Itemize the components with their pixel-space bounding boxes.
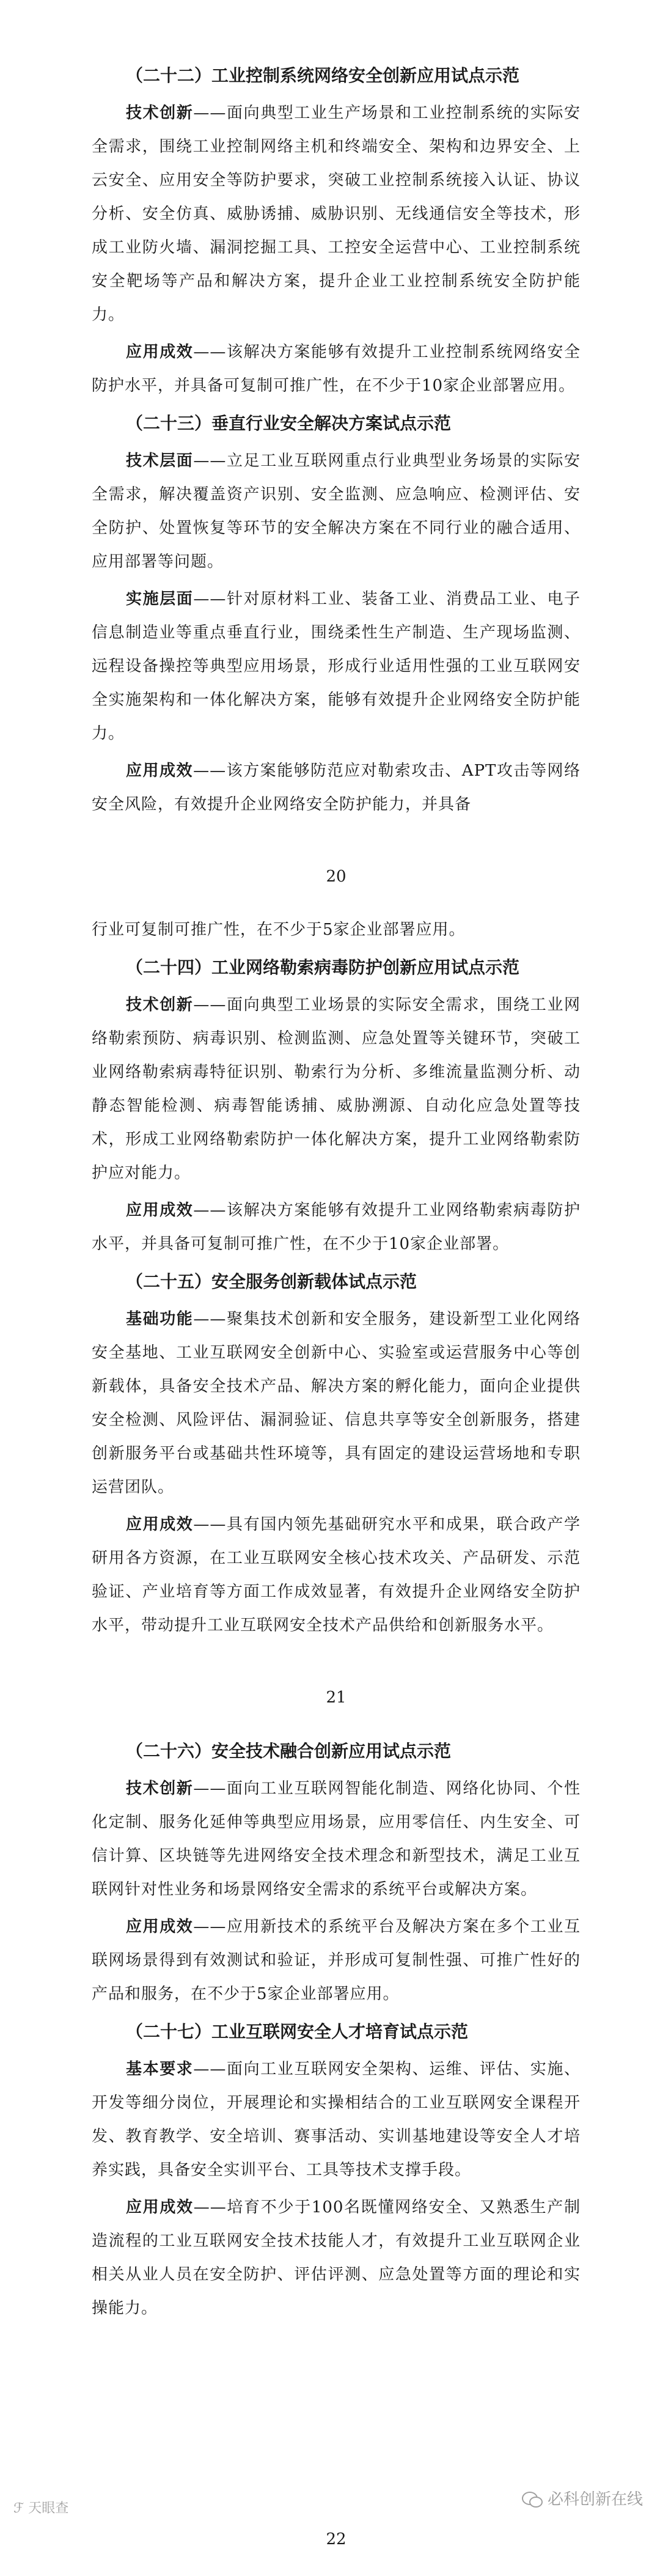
paragraph-text: ——该解决方案能够有效提升工业控制系统网络安全防护水平，并具备可复制可推广性，在不少于10家企业部署应用。 (92, 343, 581, 395)
paragraph-lead: 应用成效 (126, 343, 194, 361)
paragraph (92, 2191, 581, 2325)
paragraph-lead: 实施层面 (126, 590, 194, 608)
paragraph (92, 754, 581, 822)
paragraph-text: ——面向工业互联网安全架构、运维、评估、实施、开发等细分岗位，开展理论和实操相结合的工业互联网安全课程开发、教育教学、安全培训、赛事活动、实训基地建设等安全人才培养实践，具备安全实训平台、工具等技术支撑手段。 (92, 2060, 581, 2179)
paragraph (92, 444, 581, 579)
paragraph (92, 97, 581, 332)
document-content (92, 55, 581, 2576)
paragraph-text: ——面向典型工业生产场景和工业控制系统的实际安全需求，围绕工业控制网络主机和终端安全、架构和边界安全、上云安全、应用安全等防护要求，突破工业控制系统接入认证、协议分析、安全仿真、威胁诱捕、威胁识别、无线通信安全等技术，形成工业防火墙、漏洞挖掘工具、工控安全运营中心、工业控制系统安全靶场等产品和解决方案，提升企业工业控制系统安全防护能力。 (92, 104, 581, 324)
section-heading-26: （二十六）安全技术融合创新应用试点示范 (126, 1741, 452, 1761)
paragraph-text: ——面向工业互联网智能化制造、网络化协同、个性化定制、服务化延伸等典型应用场景，应用零信任、内生安全、可信计算、区块链等先进网络安全技术理念和新型技术，满足工业互联网针对性业务和场景网络安全需求的系统平台或解决方案。 (92, 1779, 581, 1899)
paragraph-lead: 技术创新 (126, 1779, 194, 1798)
page-number: 21 (326, 1688, 346, 1707)
paragraph (92, 583, 581, 751)
paragraph-lead: 应用成效 (126, 2198, 194, 2217)
section-heading-23: （二十三）垂直行业安全解决方案试点示范 (126, 413, 452, 433)
paragraph-lead: 应用成效 (126, 762, 194, 780)
section-heading-22: （二十二）工业控制系统网络安全创新应用试点示范 (126, 65, 520, 86)
paragraph (92, 988, 581, 1190)
page-number: 22 (326, 2530, 346, 2548)
paragraph (92, 2053, 581, 2187)
paragraph-lead: 应用成效 (126, 1918, 194, 1936)
paragraph-text: ——该方案能够防范应对勒索攻击、APT攻击等网络安全风险，有效提升企业网络安全防护能力，并具备 (92, 762, 581, 814)
paragraph (92, 1772, 581, 1907)
paragraph (92, 1910, 581, 2011)
paragraph-text: ——培育不少于100名既懂网络安全、又熟悉生产制造流程的工业互联网安全技术技能人才，有效提升工业互联网企业相关从业人员在安全防护、评估评测、应急处置等方面的理论和实操能力。 (92, 2198, 581, 2317)
paragraph-lead: 应用成效 (126, 1201, 194, 1220)
section-heading-25: （二十五）安全服务创新载体试点示范 (126, 1271, 417, 1292)
paragraph-text: ——具有国内领先基础研究水平和成果，联合政产学研用各方资源，在工业互联网安全核心技术攻关、产品研发、示范验证、产业培育等方面工作成效显著，有效提升企业网络安全防护水平，带动提升工业互联网安全技术产品供给和创新服务水平。 (92, 1515, 581, 1635)
paragraph-text: ——面向典型工业场景的实际安全需求，围绕工业网络勒索预防、病毒识别、检测监测、应急处置等关键环节，突破工业网络勒索病毒特征识别、勒索行为分析、多维流量监测分析、动静态智能检测、病毒智能诱捕、威胁溯源、自动化应急处置等技术，形成工业网络勒索防护一体化解决方案，提升工业网络勒索防护应对能力。 (92, 996, 581, 1182)
section-heading-27: （二十七）工业互联网安全人才培育试点示范 (126, 2022, 469, 2042)
section-heading-24: （二十四）工业网络勒索病毒防护创新应用试点示范 (126, 957, 520, 977)
paragraph-text: ——聚集技术创新和安全服务，建设新型工业化网络安全基地、工业互联网安全创新中心、实验室或运营服务中心等创新载体，具备安全技术产品、解决方案的孵化能力，面向企业提供安全检测、风险评估、漏洞验证、信息共享等安全创新服务，搭建创新服务平台或基础共性环境等，具有固定的建设运营场地和专职运营团队。 (92, 1310, 581, 1496)
paragraph (92, 1303, 581, 1504)
watermark-right-text: 必科创新在线 (547, 2490, 643, 2509)
paragraph-continuation: 行业可复制可推广性，在不少于5家企业部署应用。 (92, 921, 466, 939)
page-number: 20 (326, 867, 346, 886)
paragraph-text: ——该解决方案能够有效提升工业网络勒索病毒防护水平，并具备可复制可推广性，在不少于10家企业部署。 (92, 1201, 581, 1253)
watermark-right (522, 2487, 643, 2509)
paragraph-lead: 基础功能 (126, 1310, 194, 1328)
paragraph-lead: 技术创新 (126, 104, 194, 122)
paragraph-lead: 应用成效 (126, 1515, 194, 1534)
paragraph-text: ——立足工业互联网重点行业典型业务场景的实际安全需求，解决覆盖资产识别、安全监测、应急响应、检测评估、安全防护、处置恢复等环节的安全解决方案在不同行业的融合适用、应用部署等问题。 (92, 452, 581, 571)
paragraph-lead: 技术创新 (126, 996, 194, 1014)
paragraph (92, 336, 581, 403)
watermark-left: ℱ 天眼查 (13, 2501, 69, 2516)
wechat-icon (522, 2490, 543, 2506)
paragraph-text: ——应用新技术的系统平台及解决方案在多个工业互联网场景得到有效测试和验证，并形成可复制性强、可推广性好的产品和服务，在不少于5家企业部署应用。 (92, 1918, 581, 2003)
paragraph (92, 1508, 581, 1643)
paragraph-text: ——针对原材料工业、装备工业、消费品工业、电子信息制造业等重点垂直行业，围绕柔性生产制造、生产现场监测、远程设备操控等典型应用场景，形成行业适用性强的工业互联网安全实施架构和一体化解决方案，能够有效提升企业网络安全防护能力。 (92, 590, 581, 743)
paragraph (92, 1194, 581, 1261)
paragraph-lead: 技术层面 (126, 452, 194, 470)
paragraph-lead: 基本要求 (126, 2060, 194, 2078)
